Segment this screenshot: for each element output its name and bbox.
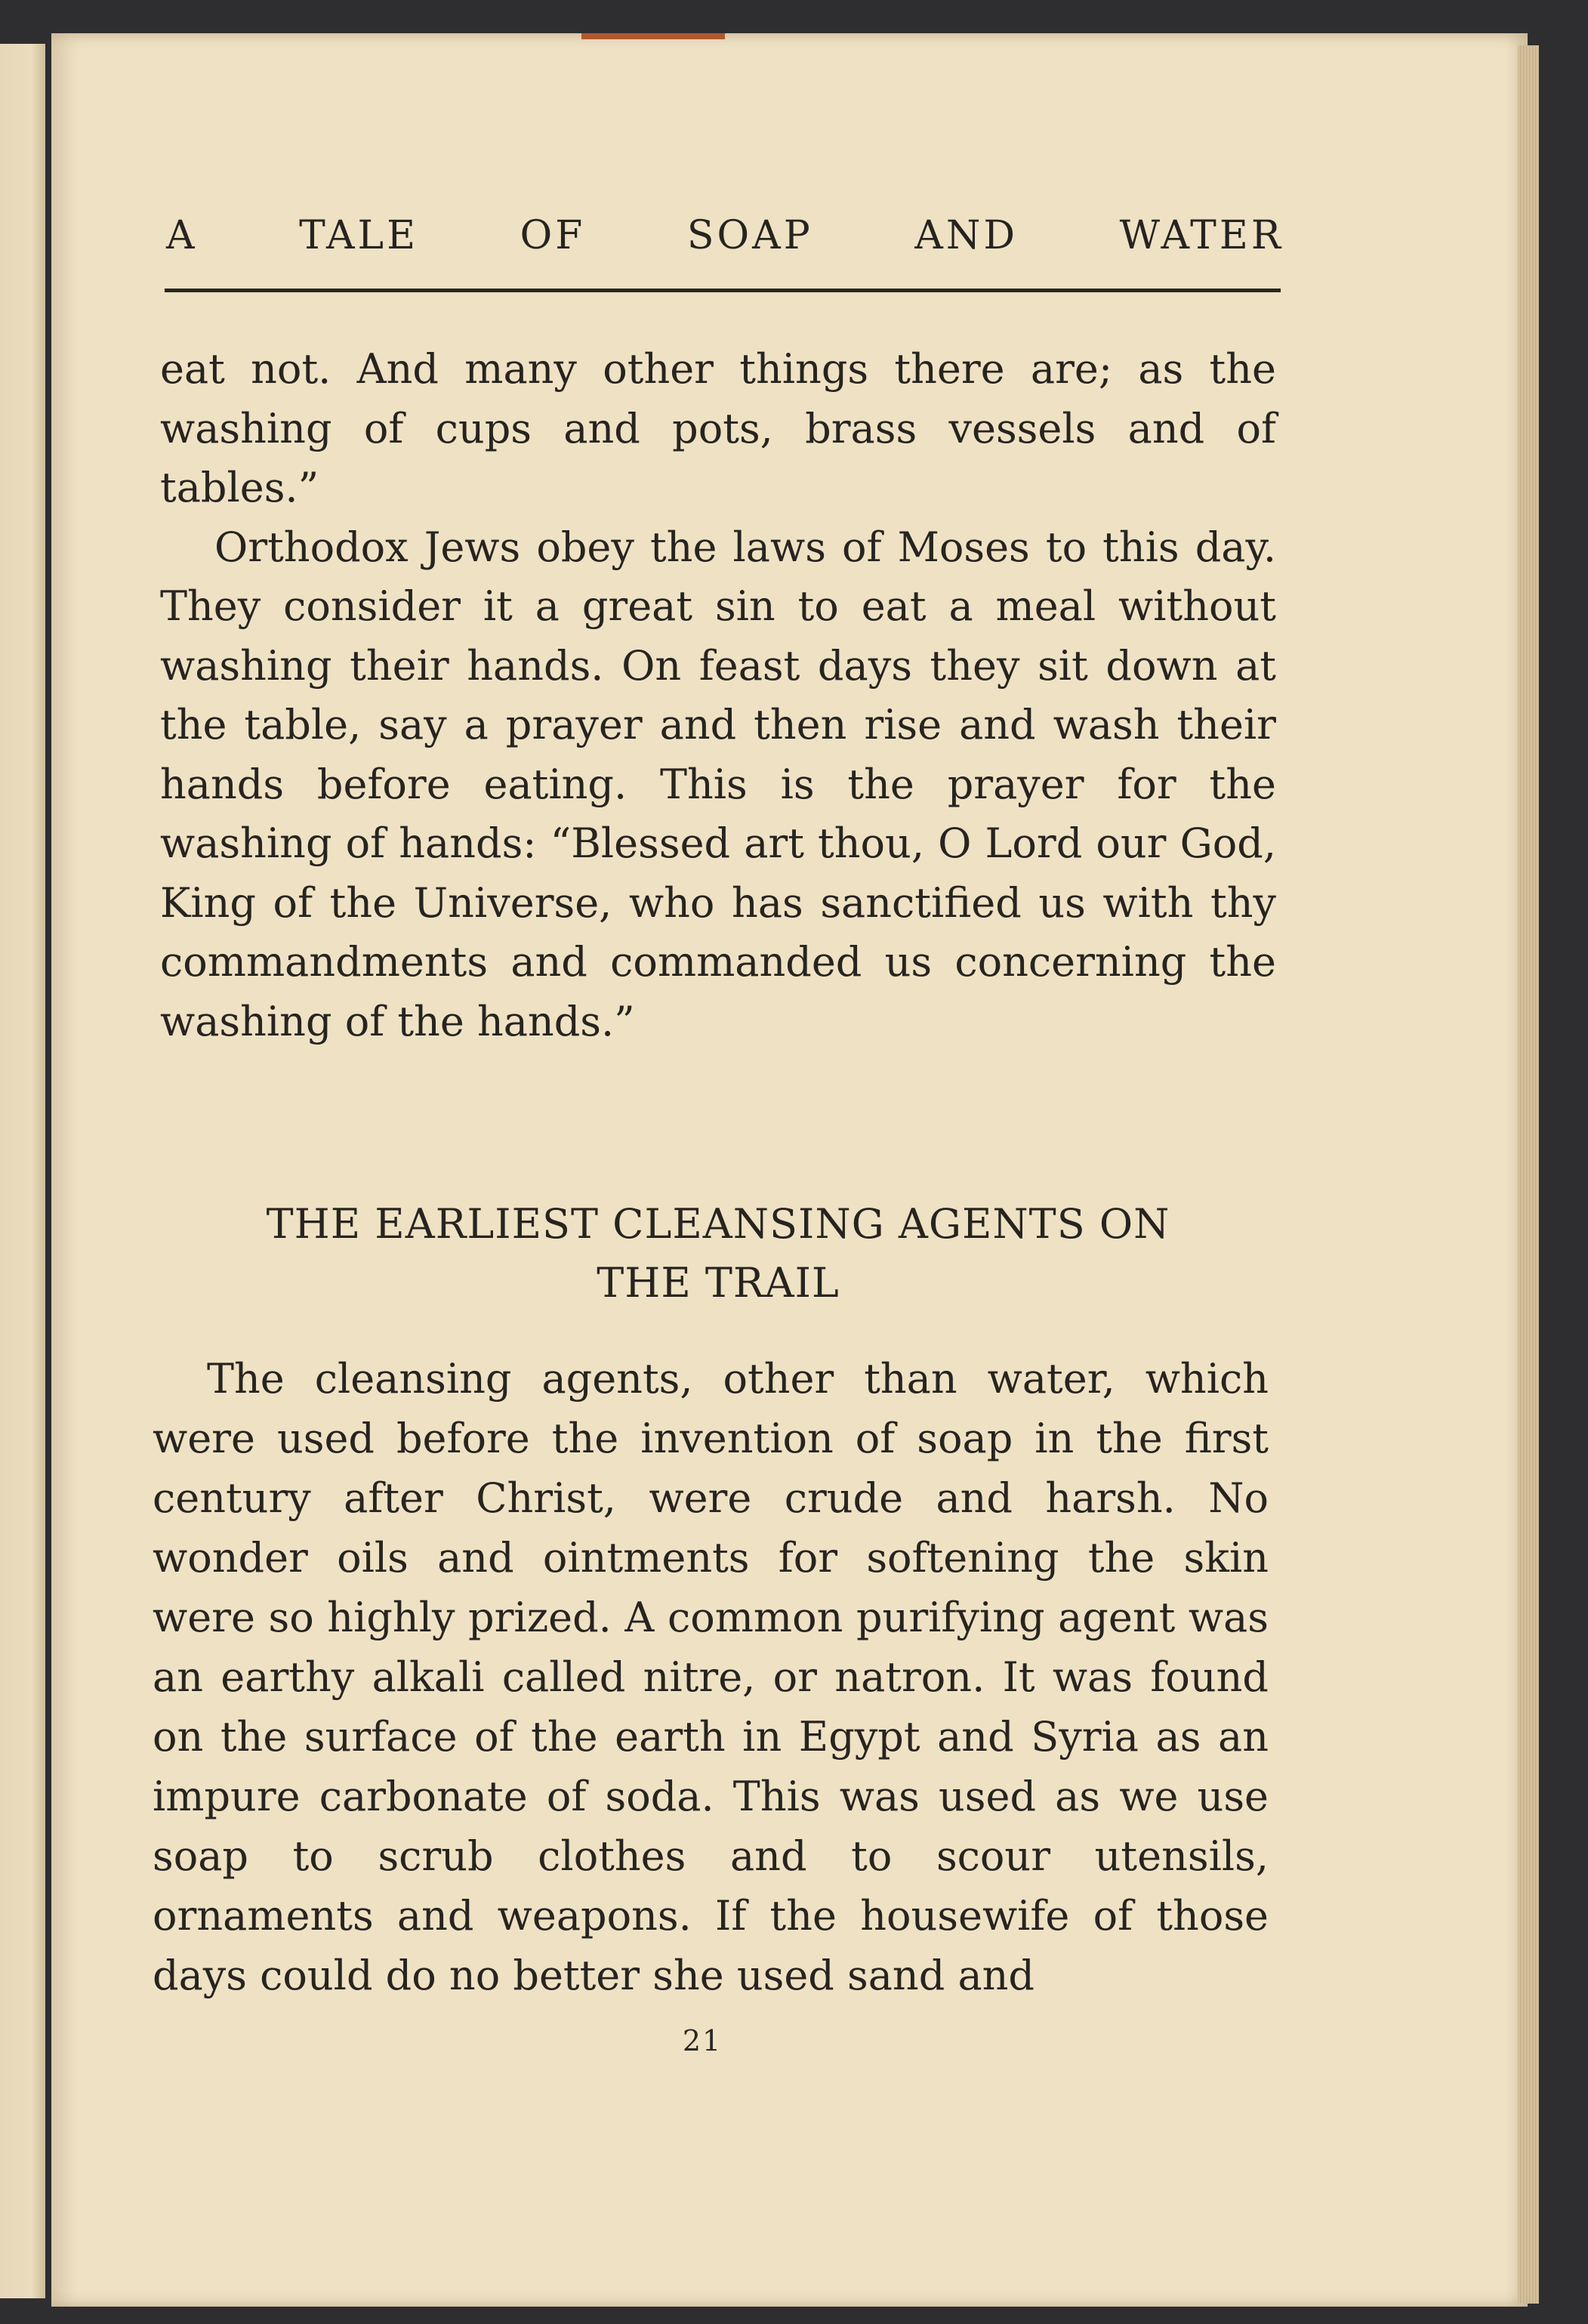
section-heading-line-2: THE TRAIL [597,1259,840,1307]
section-heading-line-1: THE EARLIEST CLEANSING AGENTS ON [266,1200,1170,1248]
running-head-word: A [166,213,198,258]
running-head-word: TALE [299,213,419,258]
header-rule [165,289,1281,292]
section-heading [160,1195,1276,1313]
running-head [166,213,1284,258]
paragraph-continuation: eat not. And many other things there are; as the washing of cups and pots, brass vessels and of tables.” [160,345,1276,511]
running-head-word: WATER [1119,213,1284,258]
running-head-word: OF [520,213,586,258]
paragraph-cleansing-agents: The cleansing agents, other than water, which were used before the invention of soap in the first century after Christ, were crude and harsh. No wonder oils and ointments for softening the skin were so highly prized. A common purifying agent was an earthy alkali called nitre, or natron. It was found on the surface of the earth in Egypt and Syria as an impure carbonate of soda. This was used as we use soap to scrub clothes and to scour utensils, ornaments and weapons. If the housewife of those days could do no better she used sand and [153,1355,1269,1999]
page-block-edge [1518,45,1539,2304]
spine-ribbon [581,33,725,39]
running-head-word: SOAP [686,213,813,258]
paragraph-orthodox: Orthodox Jews obey the laws of Moses to this day. They consider it a great sin to eat a meal without washing their hands. On feast days they sit down at the table, say a prayer and then rise and wash their hands before eating. This is the prayer for the washing of hands: “Blessed art thou, O Lord our God, King of the Universe, who has sanctified us with thy commandments and commanded us concerning the washing of the hands.” [160,523,1276,1045]
body-text-top [160,340,1276,1051]
facing-page-edge [0,44,45,2298]
body-text-bottom [153,1349,1269,2005]
page-number: 21 [682,2024,723,2057]
running-head-word: AND [914,213,1019,258]
